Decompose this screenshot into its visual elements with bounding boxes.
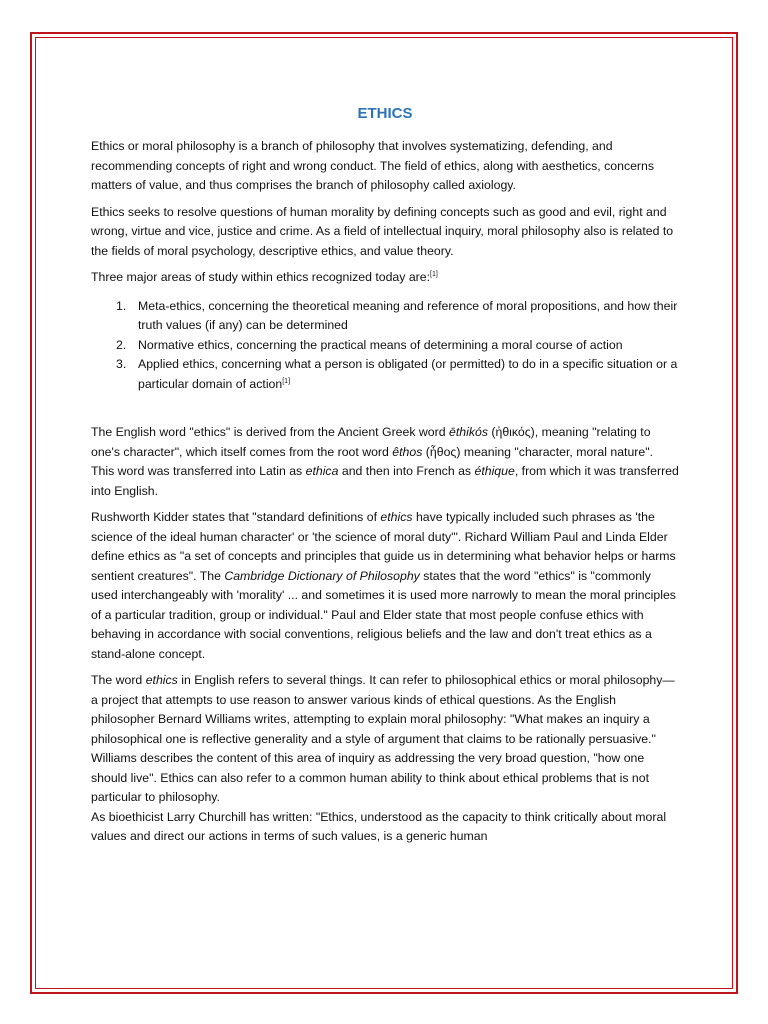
paragraph-meanings: The word ethics in English refers to several things. It can refer to philosophical ethics or moral philosophy—a project that attempts to use reason to answer various kinds of ethical questions. As the English philosopher Bernard Williams writes, attempting to explain moral philosophy: "What makes an inquiry a philosophical one is reflective generality and a style of argument that claims to be rationally persuasive." Williams describes the content of this area of inquiry as addressing the very broad question, "how one should live". Ethics can also refer to a common human ability to think about ethical problems that is not particular to philosophy. (91, 673, 675, 804)
list-item-text: Applied ethics, concerning what a person is obligated (or permitted) to do in a specific situation or a particular domain of action (138, 357, 678, 391)
paragraph-definition: Ethics or moral philosophy is a branch of philosophy that involves systematizing, defending, and recommending concepts of right and wrong conduct. The field of ethics, along with aesthetics, concerns matters of value, and thus comprises the branch of philosophy called axiology. (91, 139, 655, 192)
list-item (91, 355, 679, 394)
reference-marker: [1] (282, 377, 291, 385)
document-body (91, 104, 679, 847)
areas-intro-text: Three major areas of study within ethics recognized today are: (91, 270, 431, 284)
list-item (91, 336, 679, 356)
paragraph-purpose: Ethics seeks to resolve questions of human morality by defining concepts such as good and evil, right and wrong, virtue and vice, justice and crime. As a field of intellectual inquiry, moral philosophy also is related to the fields of moral psychology, descriptive ethics, and value theory. (91, 204, 674, 258)
areas-list (91, 297, 679, 395)
paragraph-churchill: As bioethicist Larry Churchill has written: "Ethics, understood as the capacity to think critically about moral values and direct our actions in terms of such values, is a generic human (91, 809, 667, 843)
paragraph-etymology: The English word "ethics" is derived from the Ancient Greek word ēthikós (ἠθικός), meaning "relating to one's character", which itself comes from the root word êthos (ἦθος) meaning "character, moral nature". This word was transferred into Latin as ethica and then into French as éthique, from which it was transferred into English. (91, 425, 679, 498)
paragraph-definitions: Rushworth Kidder states that "standard definitions of ethics have typically included such phrases as 'the science of the ideal human character' or 'the science of moral duty'". Richard William Paul and Linda Elder define ethics as "a set of concepts and principles that guide us in determining what behavior helps or harms sentient creatures". The Cambridge Dictionary of Philosophy states that the word "ethics" is "commonly used interchangeably with 'morality' ... and sometimes it is used more narrowly to mean the moral principles of a particular tradition, group or individual." Paul and Elder state that most people confuse ethics with behaving in accordance with social conventions, religious beliefs and the law and don't treat ethics as a stand-alone concept. (91, 510, 676, 661)
list-item-text: Meta-ethics, concerning the theoretical meaning and reference of moral propositions, and how their truth values (if any) can be determined (138, 298, 678, 332)
reference-marker: [1] (430, 271, 438, 278)
list-item (91, 297, 679, 336)
list-item-text: Normative ethics, concerning the practical means of determining a moral course of action (138, 337, 623, 352)
list-item-number: 1. (116, 298, 127, 313)
list-item-number: 3. (116, 357, 127, 371)
list-item-number: 2. (116, 337, 127, 352)
paragraph-areas-intro (91, 268, 679, 288)
page-title: ETHICS (357, 105, 413, 122)
